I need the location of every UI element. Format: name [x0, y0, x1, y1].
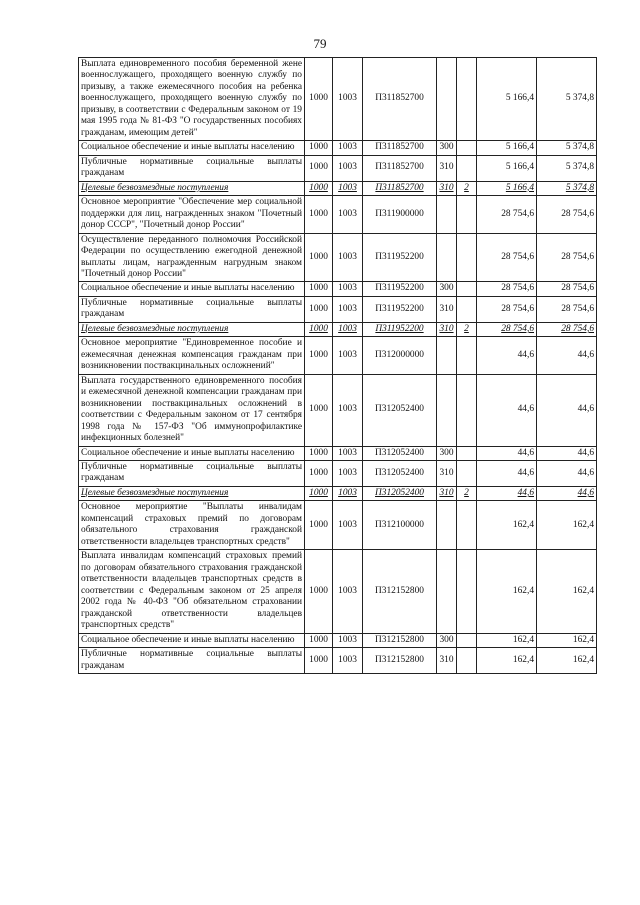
amount-year-1: 5 166,4 [477, 155, 537, 181]
section-code: 1000 [305, 282, 333, 296]
row-description: Публичные нормативные социальные выплаты гражданам [79, 648, 305, 674]
target-article-code: П312100000 [363, 501, 437, 550]
row-description: Осуществление переданного полномочия Российской Федерации по осуществлению ежегодной денежной выплаты лицам, награжденным нагрудным знаком "Почетный донор России" [79, 233, 305, 282]
expense-type-code: 300 [437, 446, 457, 460]
expense-type-code [437, 337, 457, 374]
subsection-code: 1003 [333, 58, 363, 141]
source-code [457, 633, 477, 647]
source-code [457, 501, 477, 550]
table-row [79, 337, 597, 374]
amount-year-1: 44,6 [477, 461, 537, 487]
amount-year-1: 44,6 [477, 374, 537, 446]
target-article-code: П311952200 [363, 296, 437, 322]
table-row [79, 550, 597, 633]
amount-year-2: 28 754,6 [537, 296, 597, 322]
table-row-target-receipts [79, 322, 597, 336]
amount-year-2: 28 754,6 [537, 322, 597, 336]
subsection-code: 1003 [333, 322, 363, 336]
expense-type-code: 300 [437, 141, 457, 155]
source-code: 2 [457, 181, 477, 195]
subsection-code: 1003 [333, 282, 363, 296]
row-description: Публичные нормативные социальные выплаты гражданам [79, 461, 305, 487]
source-code [457, 446, 477, 460]
source-code [457, 296, 477, 322]
table-row [79, 155, 597, 181]
expense-type-code: 310 [437, 486, 457, 500]
subsection-code: 1003 [333, 155, 363, 181]
section-code: 1000 [305, 196, 333, 233]
amount-year-2: 162,4 [537, 648, 597, 674]
source-code [457, 58, 477, 141]
table-body [79, 58, 597, 674]
row-description: Основное мероприятие "Единовременное пособие и ежемесячная денежная компенсация гражданам при возникновении поствакцинальных осложнений" [79, 337, 305, 374]
section-code: 1000 [305, 233, 333, 282]
section-code: 1000 [305, 461, 333, 487]
section-code: 1000 [305, 337, 333, 374]
table-row [79, 196, 597, 233]
subsection-code: 1003 [333, 337, 363, 374]
source-code [457, 282, 477, 296]
target-article-code: П312152800 [363, 633, 437, 647]
amount-year-1: 44,6 [477, 486, 537, 500]
table-row [79, 233, 597, 282]
row-description: Социальное обеспечение и иные выплаты населению [79, 282, 305, 296]
target-article-code: П312052400 [363, 486, 437, 500]
section-code: 1000 [305, 181, 333, 195]
table-row [79, 374, 597, 446]
row-description: Социальное обеспечение и иные выплаты населению [79, 141, 305, 155]
subsection-code: 1003 [333, 648, 363, 674]
amount-year-2: 44,6 [537, 374, 597, 446]
page-number: 79 [313, 36, 327, 51]
source-code [457, 648, 477, 674]
section-code: 1000 [305, 486, 333, 500]
target-article-code: П311852700 [363, 141, 437, 155]
target-article-code: П312152800 [363, 550, 437, 633]
amount-year-1: 162,4 [477, 648, 537, 674]
expense-type-code: 310 [437, 322, 457, 336]
amount-year-1: 44,6 [477, 337, 537, 374]
expense-type-code: 300 [437, 282, 457, 296]
target-article-code: П311952200 [363, 322, 437, 336]
source-code [457, 461, 477, 487]
row-description: Целевые безвозмездные поступления [79, 322, 305, 336]
row-description: Основное мероприятие "Обеспечение мер социальной поддержки для лиц, награжденных знаком "Почетный донор СССР", "Почетный донор России" [79, 196, 305, 233]
target-article-code: П311952200 [363, 233, 437, 282]
target-article-code: П311952200 [363, 282, 437, 296]
target-article-code: П311852700 [363, 58, 437, 141]
table-row [79, 446, 597, 460]
expense-type-code: 310 [437, 461, 457, 487]
amount-year-2: 5 374,8 [537, 155, 597, 181]
amount-year-1: 28 754,6 [477, 296, 537, 322]
target-article-code: П312152800 [363, 648, 437, 674]
subsection-code: 1003 [333, 141, 363, 155]
row-description: Целевые безвозмездные поступления [79, 486, 305, 500]
table-row [79, 648, 597, 674]
amount-year-1: 5 166,4 [477, 58, 537, 141]
amount-year-1: 5 166,4 [477, 181, 537, 195]
row-description: Социальное обеспечение и иные выплаты населению [79, 446, 305, 460]
amount-year-1: 44,6 [477, 446, 537, 460]
row-description: Публичные нормативные социальные выплаты гражданам [79, 296, 305, 322]
table-row [79, 282, 597, 296]
target-article-code: П311852700 [363, 181, 437, 195]
subsection-code: 1003 [333, 501, 363, 550]
table-row [79, 141, 597, 155]
section-code: 1000 [305, 322, 333, 336]
table-row [79, 58, 597, 141]
source-code [457, 550, 477, 633]
source-code [457, 196, 477, 233]
subsection-code: 1003 [333, 374, 363, 446]
subsection-code: 1003 [333, 486, 363, 500]
section-code: 1000 [305, 296, 333, 322]
row-description: Основное мероприятие "Выплаты инвалидам компенсаций страховых премий по договорам обязательного страхования гражданской ответственности владельцев транспортных средств" [79, 501, 305, 550]
section-code: 1000 [305, 550, 333, 633]
amount-year-1: 5 166,4 [477, 141, 537, 155]
source-code: 2 [457, 322, 477, 336]
amount-year-2: 28 754,6 [537, 282, 597, 296]
row-description: Выплата единовременного пособия беременной жене военнослужащего, проходящего военную службу по призыву, а также ежемесячного пособия на ребенка военнослужащего, проходящего военную службу по призыву, в соответствии с Федеральным законом от 19 мая 1995 года № 81-ФЗ "О государственных пособиях гражданам, имеющим детей" [79, 58, 305, 141]
amount-year-1: 28 754,6 [477, 196, 537, 233]
amount-year-2: 44,6 [537, 486, 597, 500]
subsection-code: 1003 [333, 633, 363, 647]
source-code [457, 374, 477, 446]
row-description: Выплата государственного единовременного пособия и ежемесячной денежной компенсации гражданам при возникновении поствакцинальных осложнений в соответствии с Федеральным законом от 17 сентября 1998 года № 157-ФЗ "Об иммунопрофилактике инфекционных болезней" [79, 374, 305, 446]
subsection-code: 1003 [333, 296, 363, 322]
amount-year-2: 162,4 [537, 550, 597, 633]
target-article-code: П312052400 [363, 461, 437, 487]
subsection-code: 1003 [333, 461, 363, 487]
amount-year-1: 28 754,6 [477, 233, 537, 282]
subsection-code: 1003 [333, 233, 363, 282]
expense-type-code: 310 [437, 648, 457, 674]
target-article-code: П312000000 [363, 337, 437, 374]
expense-type-code: 310 [437, 181, 457, 195]
section-code: 1000 [305, 58, 333, 141]
section-code: 1000 [305, 155, 333, 181]
table-row [79, 296, 597, 322]
source-code [457, 233, 477, 282]
row-description: Выплата инвалидам компенсаций страховых премий по договорам обязательного страхования гражданской ответственности владельцев транспортных средств в соответствии с Федеральным законом от 25 апреля 2002 года № 40-ФЗ "Об обязательном страховании гражданской ответственности владельцев транспортных средств" [79, 550, 305, 633]
expense-type-code [437, 233, 457, 282]
amount-year-2: 5 374,8 [537, 181, 597, 195]
amount-year-2: 5 374,8 [537, 58, 597, 141]
table-row-target-receipts [79, 181, 597, 195]
expense-type-code: 300 [437, 633, 457, 647]
expense-type-code [437, 501, 457, 550]
amount-year-1: 162,4 [477, 501, 537, 550]
expense-type-code: 310 [437, 155, 457, 181]
target-article-code: П311852700 [363, 155, 437, 181]
amount-year-1: 162,4 [477, 550, 537, 633]
expense-type-code [437, 550, 457, 633]
subsection-code: 1003 [333, 196, 363, 233]
row-description: Публичные нормативные социальные выплаты гражданам [79, 155, 305, 181]
section-code: 1000 [305, 374, 333, 446]
table-row-target-receipts [79, 486, 597, 500]
amount-year-2: 5 374,8 [537, 141, 597, 155]
expense-type-code [437, 196, 457, 233]
section-code: 1000 [305, 648, 333, 674]
source-code: 2 [457, 486, 477, 500]
amount-year-1: 28 754,6 [477, 282, 537, 296]
subsection-code: 1003 [333, 550, 363, 633]
source-code [457, 141, 477, 155]
table-row [79, 461, 597, 487]
expense-type-code: 310 [437, 296, 457, 322]
table-row [79, 501, 597, 550]
amount-year-2: 28 754,6 [537, 233, 597, 282]
amount-year-2: 44,6 [537, 446, 597, 460]
amount-year-2: 28 754,6 [537, 196, 597, 233]
amount-year-1: 162,4 [477, 633, 537, 647]
target-article-code: П311900000 [363, 196, 437, 233]
target-article-code: П312052400 [363, 446, 437, 460]
amount-year-1: 28 754,6 [477, 322, 537, 336]
amount-year-2: 162,4 [537, 633, 597, 647]
amount-year-2: 44,6 [537, 461, 597, 487]
row-description: Целевые безвозмездные поступления [79, 181, 305, 195]
target-article-code: П312052400 [363, 374, 437, 446]
section-code: 1000 [305, 501, 333, 550]
section-code: 1000 [305, 446, 333, 460]
section-code: 1000 [305, 141, 333, 155]
row-description: Социальное обеспечение и иные выплаты населению [79, 633, 305, 647]
section-code: 1000 [305, 633, 333, 647]
source-code [457, 337, 477, 374]
budget-table [78, 57, 597, 674]
subsection-code: 1003 [333, 446, 363, 460]
expense-type-code [437, 374, 457, 446]
source-code [457, 155, 477, 181]
amount-year-2: 162,4 [537, 501, 597, 550]
table-row [79, 633, 597, 647]
expense-type-code [437, 58, 457, 141]
amount-year-2: 44,6 [537, 337, 597, 374]
subsection-code: 1003 [333, 181, 363, 195]
